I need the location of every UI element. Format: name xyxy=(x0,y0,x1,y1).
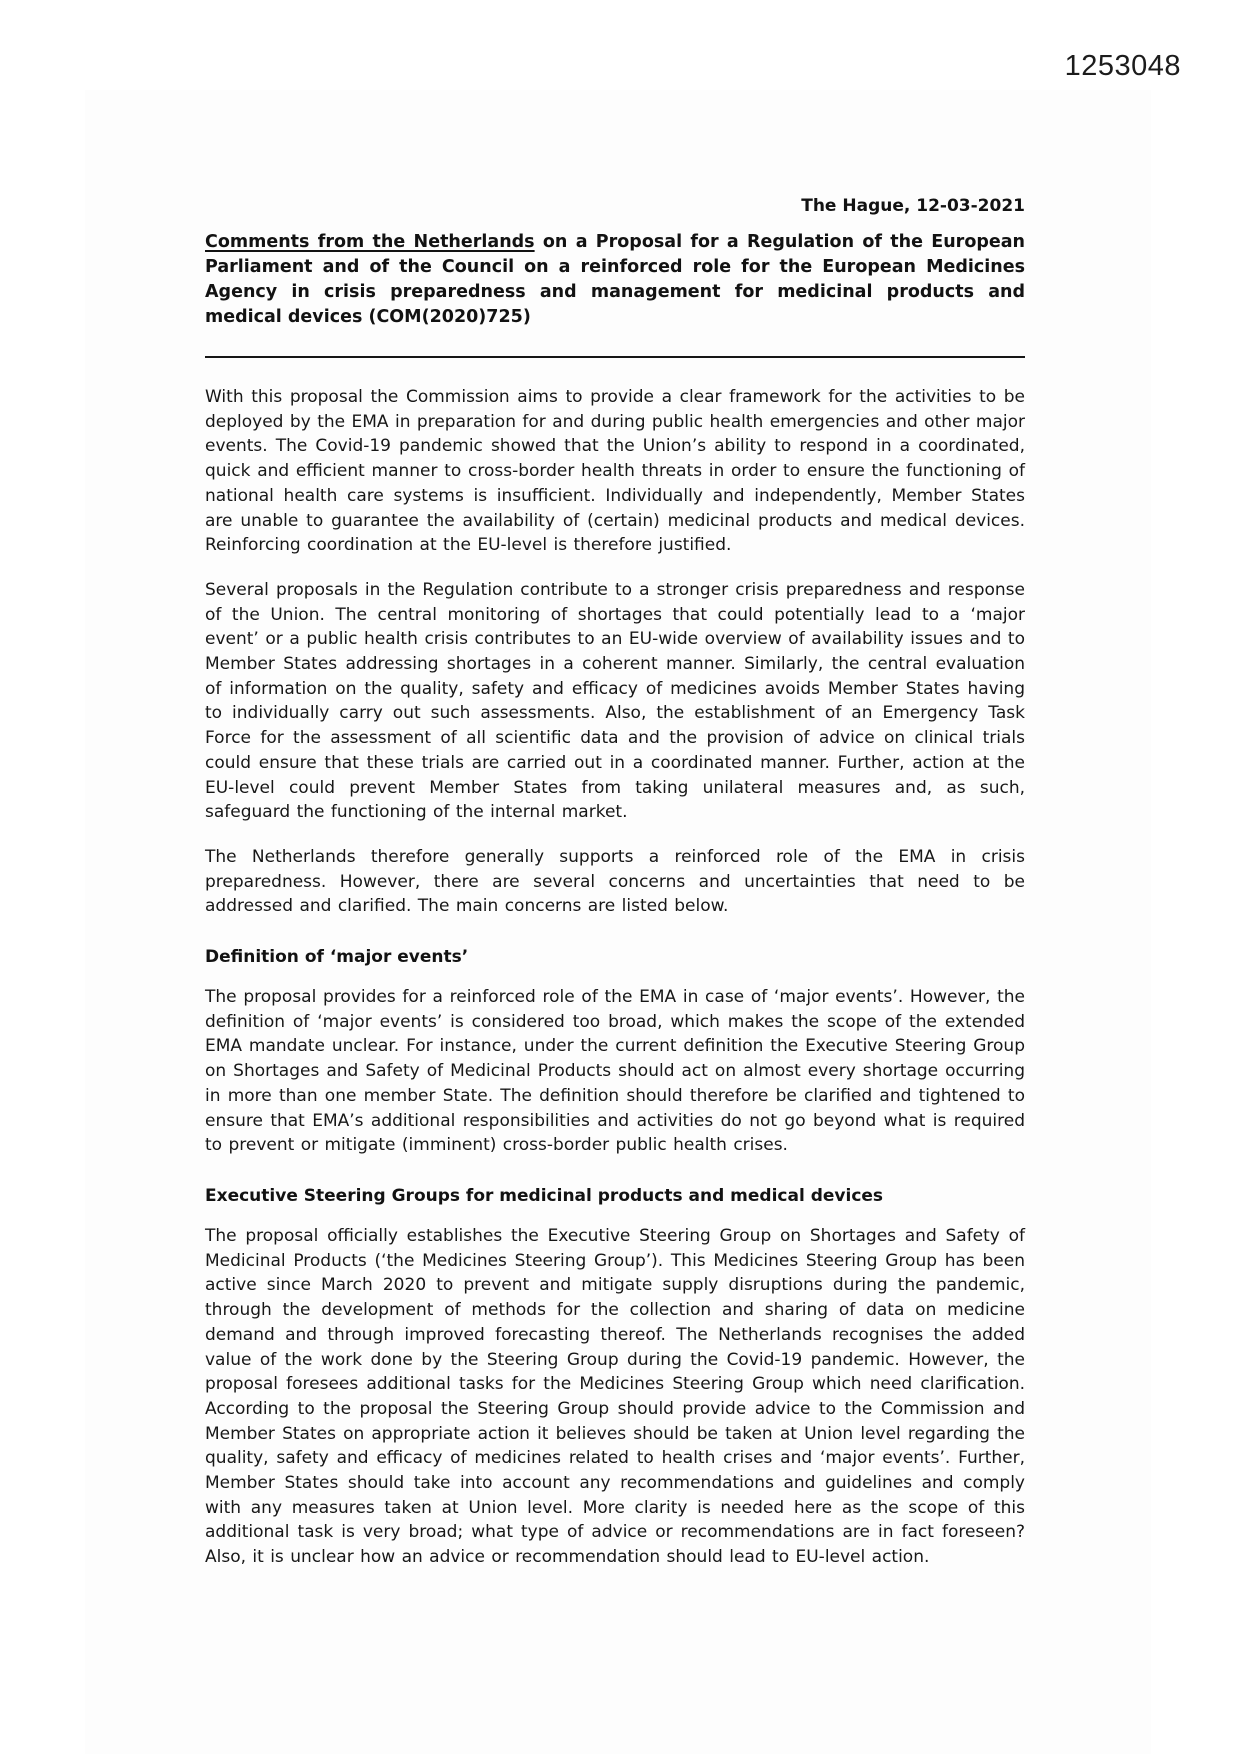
document-content xyxy=(205,0,1025,1570)
section-heading-steering-groups: Executive Steering Groups for medicinal products and medical devices xyxy=(205,1185,884,1206)
title-divider-rule xyxy=(205,356,1025,358)
title-underlined-part: Comments from the Netherlands xyxy=(205,232,535,252)
document-title xyxy=(205,230,1025,330)
dateline: The Hague, 12-03-2021 xyxy=(801,196,1025,216)
title-rest: on a Proposal for a Regulation of the European Parliament and of the Council on a reinforced role for the European Medicines Agency in crisis preparedness and management for medicinal products and medical devices (COM(2020)725) xyxy=(205,232,1025,327)
document-number: 1253048 xyxy=(1064,50,1181,82)
paragraph-intro-3: The Netherlands therefore generally supports a reinforced role of the EMA in crisis preparedness. However, there are several concerns and uncertainties that need to be addressed and clarified. The main concerns are listed below. xyxy=(205,846,1025,917)
section-heading-major-events: Definition of ‘major events’ xyxy=(205,947,469,968)
paragraph-steering-groups: The proposal officially establishes the Executive Steering Group on Shortages and Safety of Medicinal Products (‘the Medicines Steering Group’). This Medicines Steering Group has been active since March 2020 to prevent and mitigate supply disruptions during the pandemic, through the development of methods for the collection and sharing of data on medicine demand and through improved forecasting thereof. The Netherlands recognises the added value of the work done by the Steering Group during the Covid-19 pandemic. However, the proposal foresees additional tasks for the Medicines Steering Group which need clarification. According to the proposal the Steering Group should provide advice to the Commission and Member States on appropriate action it believes should be taken at Union level regarding the quality, safety and efficacy of medicines related to health crises and ‘major events’. Further, Member States should take into account any recommendations and guidelines and comply with any measures taken at Union level. More clarity is needed here as the scope of this additional task is very broad; what type of advice or recommendations are in fact foreseen? Also, it is unclear how an advice or recommendation should lead to EU-level action. xyxy=(205,1225,1025,1568)
paragraph-major-events: The proposal provides for a reinforced role of the EMA in case of ‘major events’. However, the definition of ‘major events’ is considered too broad, which makes the scope of the extended EMA mandate unclear. For instance, under the current definition the Executive Steering Group on Shortages and Safety of Medicinal Products should act on almost every shortage occurring in more than one member State. The definition should therefore be clarified and tightened to ensure that EMA’s additional responsibilities and activities do not go beyond what is required to prevent or mitigate (imminent) cross-border public health crises. xyxy=(205,987,1025,1156)
paragraph-intro-2: Several proposals in the Regulation contribute to a stronger crisis preparedness and response of the Union. The central monitoring of shortages that could potentially lead to a ‘major event’ or a public health crisis contributes to an EU-wide overview of availability issues and to Member States addressing shortages in a coherent manner. Similarly, the central evaluation of information on the quality, safety and efficacy of medicines avoids Member States having to individually carry out such assessments. Also, the establishment of an Emergency Task Force for the assessment of all scientific data and the provision of advice on clinical trials could ensure that these trials are carried out in a coordinated manner. Further, action at the EU-level could prevent Member States from taking unilateral measures and, as such, safeguard the functioning of the internal market. xyxy=(205,579,1025,823)
paragraph-intro-1: With this proposal the Commission aims to provide a clear framework for the activities to be deployed by the EMA in preparation for and during public health emergencies and other major events. The Covid-19 pandemic showed that the Union’s ability to respond in a coordinated, quick and efficient manner to cross-border health threats in order to ensure the functioning of national health care systems is insufficient. Individually and independently, Member States are unable to guarantee the availability of (certain) medicinal products and medical devices. Reinforcing coordination at the EU-level is therefore justified. xyxy=(205,387,1025,556)
